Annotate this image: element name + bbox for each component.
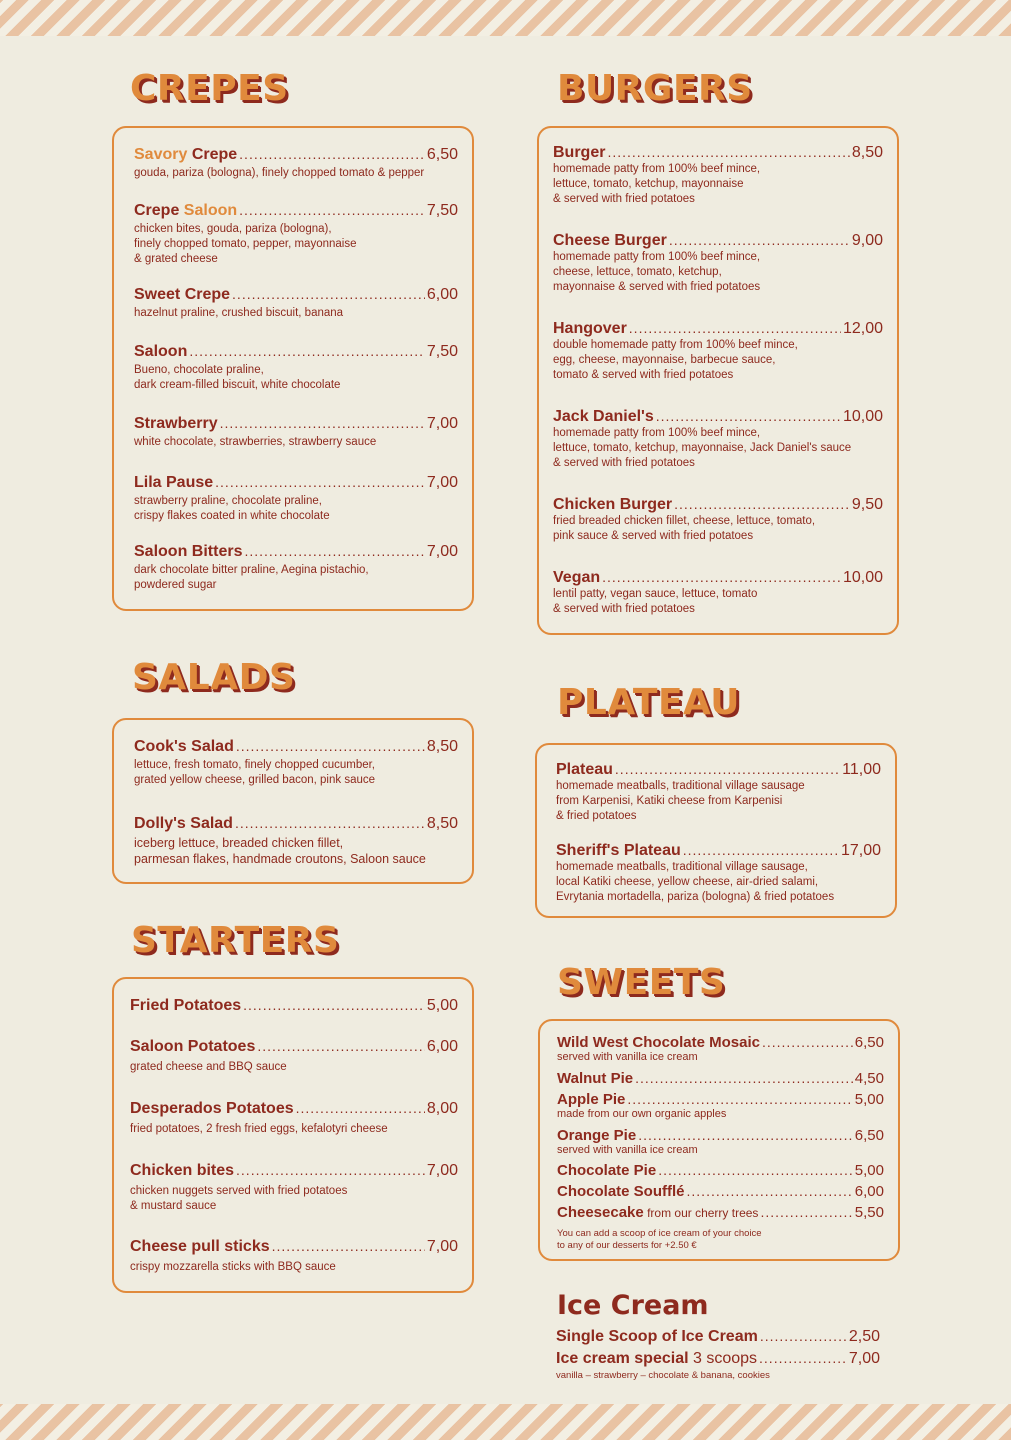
- menu-item: Sheriff's Plateau ..... 17,00 homemade meatballs, traditional village sausage, local Katiki cheese, yellow cheese, air-dried salami, Evrytania mortadella, pariza (bologna) & fried potatoes: [556, 842, 881, 905]
- menu-item: Chocolate Soufflé ..... 6,00: [557, 1183, 884, 1200]
- sweets-box: [538, 1019, 900, 1261]
- menu-item: Desperados Potatoes ..... 8,00 fried potatoes, 2 fresh fried eggs, kefalotyri cheese: [130, 1100, 458, 1137]
- menu-item: Plateau ..... 11,00 homemade meatballs, traditional village sausage from Karpenisi, Katiki cheese from Karpenisi & fried potatoes: [556, 761, 881, 824]
- plateau-heading: PLATEAU: [557, 682, 741, 723]
- crepes-heading: CREPES: [130, 68, 289, 109]
- crepes-box: [112, 126, 474, 611]
- menu-item: Crepe Saloon ..... 7,50 chicken bites, gouda, pariza (bologna), finely chopped tomato, pepper, mayonnaise & grated cheese: [134, 202, 458, 267]
- menu-item: Sweet Crepe ..... 6,00 hazelnut praline, crushed biscuit, banana: [134, 286, 458, 321]
- top-stripe-border: [0, 0, 1011, 36]
- menu-item: Lila Pause ..... 7,00 strawberry praline, chocolate praline, crispy flakes coated in white chocolate: [134, 474, 458, 524]
- menu-item: Cheese pull sticks ..... 7,00 crispy mozzarella sticks with BBQ sauce: [130, 1238, 458, 1275]
- menu-item: Savory Crepe ..... 6,50 gouda, pariza (bologna), finely chopped tomato & pepper: [134, 146, 458, 181]
- menu-item: Chicken bites ..... 7,00 chicken nuggets served with fried potatoes & mustard sauce: [130, 1162, 458, 1214]
- starters-box: [112, 977, 474, 1293]
- starters-heading: STARTERS: [131, 920, 340, 961]
- salads-heading: SALADS: [132, 657, 296, 698]
- menu-item: Chocolate Pie ..... 5,00: [557, 1162, 884, 1179]
- menu-item: Dolly's Salad ..... 8,50 iceberg lettuce, breaded chicken fillet, parmesan flakes, handmade croutons, Saloon sauce: [134, 815, 458, 867]
- menu-item: Orange Pie ..... 6,50 served with vanilla ice cream: [557, 1127, 884, 1157]
- menu-item: Jack Daniel's ..... 10,00 homemade patty from 100% beef mince, lettuce, tomato, ketchup, mayonnaise, Jack Daniel's sauce & served with fried potatoes: [553, 408, 883, 471]
- ice-cream-heading: Ice Cream: [557, 1290, 709, 1321]
- menu-item: Walnut Pie ..... 4,50: [557, 1070, 884, 1087]
- bottom-stripe-border: [0, 1404, 1011, 1440]
- menu-item: Ice cream special 3 scoops ..... 7,00: [556, 1350, 880, 1368]
- menu-item: Apple Pie ..... 5,00 made from our own organic apples: [557, 1091, 884, 1121]
- menu-item: Hangover ..... 12,00 double homemade patty from 100% beef mince, egg, cheese, mayonnaise, barbecue sauce, tomato & served with fried potatoes: [553, 320, 883, 383]
- menu-item: Strawberry ..... 7,00 white chocolate, strawberries, strawberry sauce: [134, 415, 458, 450]
- menu-item: Single Scoop of Ice Cream ..... 2,50: [556, 1328, 880, 1346]
- menu-item: Cheesecake from our cherry trees ..... 5,50: [557, 1204, 884, 1221]
- sweets-heading: SWEETS: [557, 962, 726, 1003]
- menu-item: Cook's Salad ..... 8,50 lettuce, fresh tomato, finely chopped cucumber, grated yellow cheese, grilled bacon, pink sauce: [134, 738, 458, 788]
- burgers-heading: BURGERS: [557, 68, 753, 109]
- menu-item: Burger ..... 8,50 homemade patty from 100% beef mince, lettuce, tomato, ketchup, mayonnaise & served with fried potatoes: [553, 144, 883, 207]
- menu-item: Saloon ..... 7,50 Bueno, chocolate praline, dark cream-filled biscuit, white chocolate: [134, 343, 458, 393]
- menu-item: Saloon Bitters ..... 7,00 dark chocolate bitter praline, Aegina pistachio, powdered sugar: [134, 543, 458, 593]
- sweets-note: You can add a scoop of ice cream of your choice to any of our desserts for +2.50 €: [557, 1228, 762, 1251]
- ice-cream-note: vanilla – strawberry – chocolate & banana, cookies: [556, 1370, 770, 1381]
- plateau-box: [535, 743, 897, 918]
- menu-item: Cheese Burger ..... 9,00 homemade patty from 100% beef mince, cheese, lettuce, tomato, ketchup, mayonnaise & served with fried potatoes: [553, 232, 883, 295]
- menu-item: Wild West Chocolate Mosaic ..... 6,50 served with vanilla ice cream: [557, 1034, 884, 1064]
- menu-item: Chicken Burger ..... 9,50 fried breaded chicken fillet, cheese, lettuce, tomato, pink sauce & served with fried potatoes: [553, 496, 883, 544]
- menu-item: Vegan ..... 10,00 lentil patty, vegan sauce, lettuce, tomato & served with fried potatoes: [553, 569, 883, 617]
- menu-item: Fried Potatoes ..... 5,00: [130, 997, 458, 1015]
- burgers-box: [537, 126, 899, 635]
- menu-item: Saloon Potatoes ..... 6,00 grated cheese and BBQ sauce: [130, 1038, 458, 1075]
- salads-box: [112, 718, 474, 884]
